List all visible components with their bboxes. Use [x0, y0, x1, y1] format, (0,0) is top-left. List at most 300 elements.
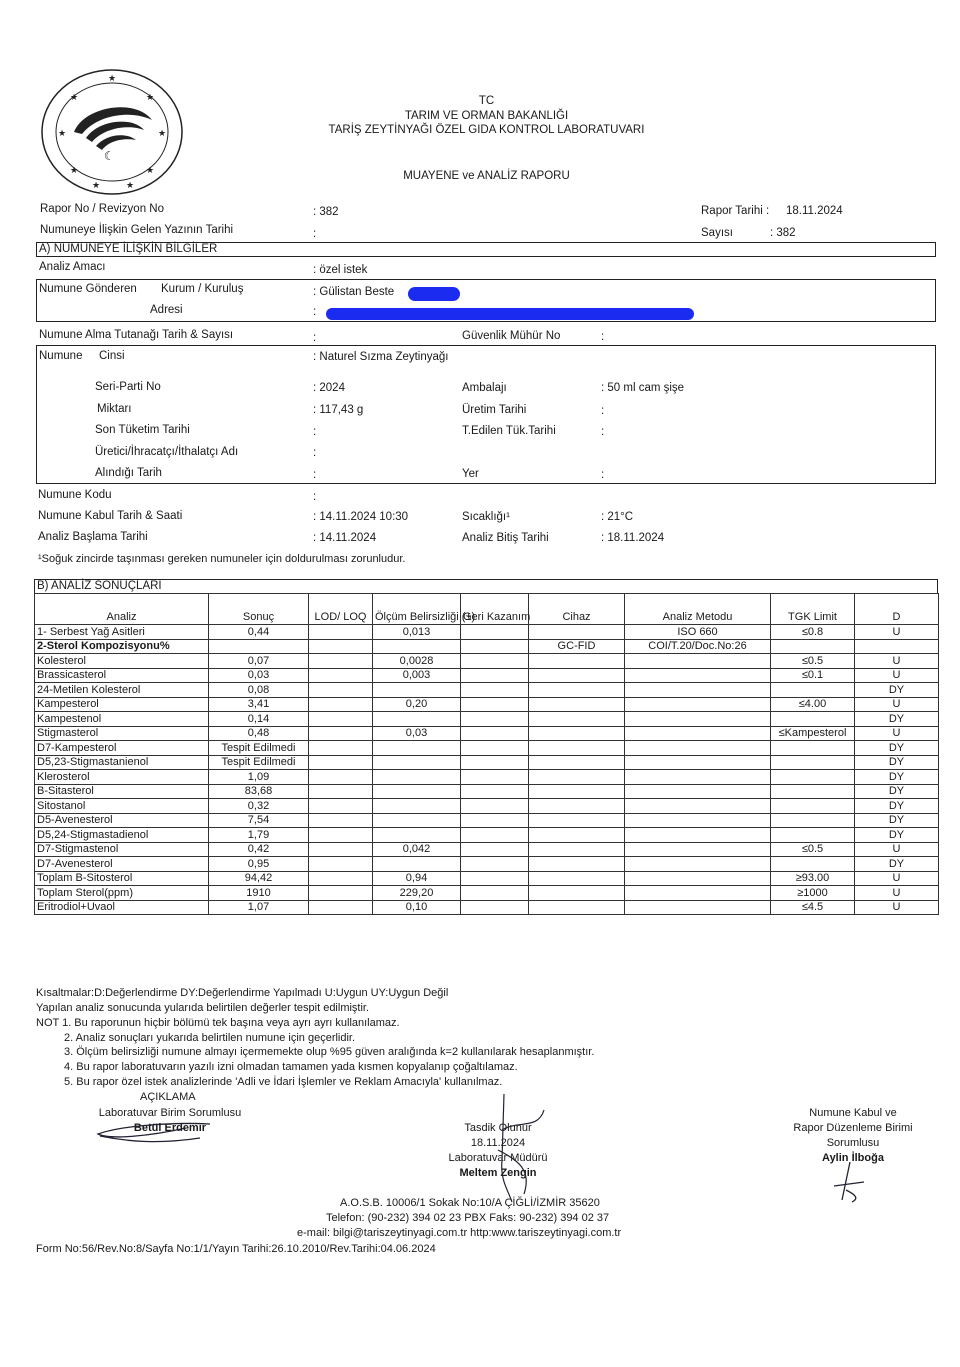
results-table [34, 593, 939, 915]
table-cell [625, 871, 771, 886]
table-cell [529, 784, 625, 799]
table-cell: Kolesterol [35, 654, 209, 669]
table-cell: 7,54 [209, 813, 309, 828]
table-cell [461, 784, 529, 799]
table-cell [625, 654, 771, 669]
table-cell: 0,0028 [373, 654, 461, 669]
adres-value: : [313, 306, 317, 318]
table-cell: ≤Kampesterol [771, 726, 855, 741]
left-signature-scribble [90, 1118, 220, 1148]
table-cell [529, 625, 625, 640]
right-title-2: Rapor Düzenleme Birimi [793, 1122, 913, 1134]
table-cell: 1- Serbest Yağ Asitleri [35, 625, 209, 640]
sayisi-value: : 382 [770, 227, 796, 239]
table-cell: ISO 660 [625, 625, 771, 640]
table-cell: D5,24-Stigmastadienol [35, 828, 209, 843]
results-header-cell: Ölçüm Belirsizliği (±) [373, 594, 461, 625]
report-title: MUAYENE ve ANALİZ RAPORU [403, 170, 570, 182]
note-4: 4. Bu rapor laboratuvarın yazılı izni olmadan tamamen yada kısmen kopyalanıp çoğaltılamaz. [64, 1061, 518, 1073]
table-cell: Toplam Sterol(ppm) [35, 886, 209, 901]
table-cell: U [855, 871, 939, 886]
table-cell [625, 726, 771, 741]
table-row [35, 770, 939, 785]
cinsi-label: Cinsi [99, 350, 125, 362]
table-cell: 24-Metilen Kolesterol [35, 683, 209, 698]
table-cell [309, 697, 373, 712]
bitis-label: Analiz Bitiş Tarihi [462, 532, 549, 544]
results-header-cell: Analiz [35, 594, 209, 625]
kurum-label: Kurum / Kuruluş [161, 283, 244, 295]
table-cell [461, 712, 529, 727]
table-cell [625, 842, 771, 857]
table-cell: DY [855, 813, 939, 828]
son-tuketim-value: : [313, 426, 317, 438]
alindigi-value: : [313, 469, 317, 481]
table-cell [529, 741, 625, 756]
table-cell [309, 770, 373, 785]
adres-label: Adresi [150, 304, 183, 316]
table-cell: DY [855, 857, 939, 872]
table-cell [461, 871, 529, 886]
table-cell: DY [855, 741, 939, 756]
results-header-cell: Analiz Metodu [625, 594, 771, 625]
table-cell [625, 886, 771, 901]
table-cell [309, 654, 373, 669]
table-cell [309, 639, 373, 654]
table-cell: 0,14 [209, 712, 309, 727]
sicaklik-value: : 21°C [601, 511, 634, 523]
table-cell [529, 654, 625, 669]
table-row [35, 726, 939, 741]
table-cell: 1,79 [209, 828, 309, 843]
results-header-row [35, 594, 939, 625]
table-cell: U [855, 886, 939, 901]
table-row [35, 828, 939, 843]
tedilen-label: T.Edilen Tük.Tarihi [462, 425, 556, 437]
uretim-value: : [601, 405, 605, 417]
table-cell [461, 697, 529, 712]
redaction-address [326, 308, 694, 320]
yer-value: : [601, 469, 605, 481]
rapor-no-value: : 382 [313, 206, 339, 218]
table-row [35, 857, 939, 872]
numune-label: Numune [39, 350, 83, 362]
table-row [35, 799, 939, 814]
table-cell [461, 668, 529, 683]
results-header-cell: Geri Kazanım [461, 594, 529, 625]
table-cell [461, 726, 529, 741]
table-cell: U [855, 697, 939, 712]
table-cell [529, 828, 625, 843]
table-row [35, 712, 939, 727]
mid-date: 18.11.2024 [470, 1137, 526, 1149]
table-cell: Kampesterol [35, 697, 209, 712]
table-cell [461, 842, 529, 857]
table-cell [309, 683, 373, 698]
gonderen-label: Numune Gönderen [39, 283, 137, 295]
table-cell [209, 639, 309, 654]
footer-address: A.O.S.B. 10006/1 Sokak No:10/A ÇİĞLİ/İZMİR 35620 [340, 1197, 600, 1209]
table-cell [373, 712, 461, 727]
table-cell: 3,41 [209, 697, 309, 712]
bitis-value: : 18.11.2024 [601, 532, 665, 544]
table-cell [771, 813, 855, 828]
yazi-tarihi-label: Numuneye İlişkin Gelen Yazının Tarihi [40, 224, 234, 236]
table-cell [771, 784, 855, 799]
miktar-value: : 117,43 g [313, 404, 364, 416]
table-cell [373, 639, 461, 654]
analiz-amaci-label: Analiz Amacı [39, 261, 106, 273]
table-cell [529, 842, 625, 857]
table-cell: DY [855, 683, 939, 698]
table-cell [529, 726, 625, 741]
table-cell [461, 770, 529, 785]
table-cell: 0,03 [373, 726, 461, 741]
table-cell: 0,94 [373, 871, 461, 886]
table-cell [461, 813, 529, 828]
table-cell [309, 828, 373, 843]
uretici-label: Üretici/İhracatçı/İthalatçı Adı [95, 446, 239, 458]
table-cell [529, 683, 625, 698]
table-cell [309, 799, 373, 814]
table-row [35, 842, 939, 857]
tutanak-value: : [313, 332, 317, 344]
table-cell [625, 741, 771, 756]
note-1: NOT 1. Bu raporunun hiçbir bölümü tek başına veya ayrı ayrı kullanılamaz. [36, 1017, 400, 1029]
table-cell [771, 712, 855, 727]
svg-text:☾: ☾ [104, 149, 115, 163]
table-cell [771, 683, 855, 698]
table-cell: U [855, 668, 939, 683]
table-cell: ≤0.5 [771, 842, 855, 857]
table-cell: Tespit Edilmedi [209, 741, 309, 756]
table-cell: U [855, 900, 939, 915]
table-cell: D7-Stigmastenol [35, 842, 209, 857]
kabul-value: : 14.11.2024 10:30 [313, 511, 409, 523]
left-signer-title: Laboratuvar Birim Sorumlusu [98, 1107, 242, 1119]
footer-form-no: Form No:56/Rev.No:8/Sayfa No:1/1/Yayın Tarihi:26.10.2010/Rev.Tarihi:04.06.2024 [36, 1243, 436, 1255]
table-row [35, 900, 939, 915]
table-cell: 0,20 [373, 697, 461, 712]
table-cell [373, 857, 461, 872]
table-row [35, 813, 939, 828]
yazi-tarihi-value: : [313, 228, 317, 240]
svg-text:★: ★ [70, 93, 79, 103]
footer-email: e-mail: bilgi@tariszeytinyagi.com.tr http:www.tariszeytinyagi.com.tr [297, 1227, 622, 1239]
note-3: 3. Ölçüm belirsizliği numune almayı içermemekte olup %95 güven aralığında k=2 kullanılarak hesaplanmıştır. [64, 1046, 595, 1058]
table-cell: 1,09 [209, 770, 309, 785]
table-cell: 0,95 [209, 857, 309, 872]
table-cell: U [855, 726, 939, 741]
table-cell [855, 639, 939, 654]
table-row [35, 886, 939, 901]
results-body [35, 625, 939, 915]
table-cell [529, 770, 625, 785]
table-cell [461, 639, 529, 654]
table-cell [461, 625, 529, 640]
table-cell: ≤4.00 [771, 697, 855, 712]
table-cell [771, 828, 855, 843]
table-row [35, 668, 939, 683]
table-cell: D7-Kampesterol [35, 741, 209, 756]
table-cell [625, 828, 771, 843]
table-cell: 83,68 [209, 784, 309, 799]
results-header-cell: TGK Limit [771, 594, 855, 625]
note-5: 5. Bu rapor özel istek analizlerinde 'Adli ve İdari İşlemler ve Reklam Amacıyla' kullanılmaz. [64, 1076, 503, 1088]
table-row [35, 654, 939, 669]
table-cell: 0,08 [209, 683, 309, 698]
abbreviations: Kısaltmalar:D:Değerlendirme DY:Değerlendirme Yapılmadı U:Uygun UY:Uygun Değil [36, 987, 449, 999]
svg-text:★: ★ [146, 166, 155, 176]
table-cell [625, 857, 771, 872]
table-row [35, 871, 939, 886]
table-cell [771, 741, 855, 756]
son-tuketim-label: Son Tüketim Tarihi [95, 424, 190, 436]
table-cell: ≤0.5 [771, 654, 855, 669]
tedilen-value: : [601, 426, 605, 438]
svg-text:★: ★ [158, 129, 167, 139]
table-cell: U [855, 654, 939, 669]
table-cell: 0,03 [209, 668, 309, 683]
table-cell [373, 683, 461, 698]
kabul-label: Numune Kabul Tarih & Saati [38, 510, 183, 522]
table-cell [461, 886, 529, 901]
table-cell: ≥93.00 [771, 871, 855, 886]
table-cell [461, 900, 529, 915]
mid-name: Meltem Zengin [459, 1167, 537, 1179]
table-cell [529, 697, 625, 712]
table-cell [309, 886, 373, 901]
footer-phone: Telefon: (90-232) 394 02 23 PBX Faks: 90-232) 394 02 37 [326, 1212, 610, 1224]
table-cell: 0,10 [373, 900, 461, 915]
table-cell [625, 784, 771, 799]
table-row [35, 741, 939, 756]
table-cell: ≤4.5 [771, 900, 855, 915]
rapor-no-label: Rapor No / Revizyon No [40, 203, 164, 215]
table-cell: Toplam B-Sitosterol [35, 871, 209, 886]
table-cell: ≥1000 [771, 886, 855, 901]
table-cell [373, 813, 461, 828]
table-cell: U [855, 842, 939, 857]
table-cell [309, 755, 373, 770]
table-cell [771, 755, 855, 770]
table-cell [373, 799, 461, 814]
table-cell: 0,32 [209, 799, 309, 814]
table-cell: ≤0.8 [771, 625, 855, 640]
note-2: 2. Analiz sonuçları yukarıda belirtilen numune için geçerlidir. [64, 1032, 356, 1044]
table-cell [625, 813, 771, 828]
note-result-line: Yapılan analiz sonucunda yularıda belirtilen değerler tespit edilmiştir. [36, 1002, 370, 1014]
table-cell: D5,23-Stigmastanienol [35, 755, 209, 770]
results-header-cell: D [855, 594, 939, 625]
tutanak-label: Numune Alma Tutanağı Tarih & Sayısı [39, 329, 234, 341]
table-cell [625, 697, 771, 712]
table-cell: D5-Avenesterol [35, 813, 209, 828]
table-cell: 1910 [209, 886, 309, 901]
table-cell [625, 799, 771, 814]
table-row [35, 639, 939, 654]
table-cell [373, 828, 461, 843]
table-cell [309, 842, 373, 857]
table-cell: Tespit Edilmedi [209, 755, 309, 770]
miktar-label: Miktarı [97, 403, 132, 415]
table-row [35, 784, 939, 799]
table-cell [529, 886, 625, 901]
table-cell: 0,44 [209, 625, 309, 640]
table-cell [461, 654, 529, 669]
table-cell [373, 770, 461, 785]
rapor-tarihi-label: Rapor Tarihi : [701, 205, 770, 217]
cinsi-value: : Naturel Sızma Zeytinyağı [313, 351, 449, 363]
table-cell: 0,003 [373, 668, 461, 683]
table-cell [529, 900, 625, 915]
ambalaj-value: : 50 ml cam şişe [601, 382, 685, 394]
middle-signature-scribble [468, 1090, 558, 1210]
svg-text:★: ★ [92, 181, 101, 191]
table-cell: B-Sitasterol [35, 784, 209, 799]
table-cell [309, 741, 373, 756]
seri-label: Seri-Parti No [95, 381, 161, 393]
table-cell [461, 683, 529, 698]
table-cell [625, 770, 771, 785]
table-cell: Eritrodiol+Uvaol [35, 900, 209, 915]
results-header-cell: Sonuç [209, 594, 309, 625]
mid-approved: Tasdik Olunur [464, 1122, 532, 1134]
table-cell: 0,42 [209, 842, 309, 857]
table-cell [771, 770, 855, 785]
table-cell [529, 712, 625, 727]
table-cell [529, 871, 625, 886]
table-cell [309, 726, 373, 741]
table-cell [529, 813, 625, 828]
right-name: Aylin İlboğa [822, 1152, 884, 1164]
table-cell: DY [855, 784, 939, 799]
table-cell [373, 784, 461, 799]
table-cell [461, 755, 529, 770]
table-cell [309, 813, 373, 828]
table-cell: Brassicasterol [35, 668, 209, 683]
table-cell: 0,48 [209, 726, 309, 741]
mid-title: Laboratuvar Müdürü [448, 1152, 548, 1164]
numune-kodu-label: Numune Kodu [38, 489, 112, 501]
sicaklik-label: Sıcaklığı¹ [462, 511, 510, 523]
table-cell [309, 871, 373, 886]
table-cell: Kampestenol [35, 712, 209, 727]
table-cell [461, 828, 529, 843]
right-title-3: Sorumlusu [826, 1137, 880, 1149]
svg-text:★: ★ [108, 74, 117, 84]
table-row [35, 625, 939, 640]
muhur-value: : [601, 331, 605, 343]
table-cell: COI/T.20/Doc.No:26 [625, 639, 771, 654]
header-tc: TC [478, 95, 495, 107]
header-ministry: TARIM VE ORMAN BAKANLIĞI [404, 110, 569, 122]
table-cell: 0,013 [373, 625, 461, 640]
table-cell [625, 668, 771, 683]
table-cell [529, 668, 625, 683]
table-cell: D7-Avenesterol [35, 857, 209, 872]
table-cell [771, 857, 855, 872]
baslama-label: Analiz Başlama Tarihi [38, 531, 148, 543]
table-cell [309, 712, 373, 727]
svg-text:★: ★ [70, 166, 79, 176]
svg-text:★: ★ [126, 181, 135, 191]
footnote: ¹Soğuk zincirde taşınması gereken numuneler için doldurulması zorunludur. [38, 553, 406, 565]
table-cell [771, 639, 855, 654]
table-row [35, 697, 939, 712]
table-cell [529, 755, 625, 770]
muhur-label: Güvenlik Mühür No [462, 330, 561, 342]
table-cell [625, 683, 771, 698]
header-laboratory: TARİŞ ZEYTİNYAĞI ÖZEL GIDA KONTROL LABORATUVARI [328, 124, 645, 136]
table-cell: DY [855, 799, 939, 814]
table-cell: Stigmasterol [35, 726, 209, 741]
yer-label: Yer [462, 468, 479, 480]
svg-text:★: ★ [58, 129, 67, 139]
table-row [35, 755, 939, 770]
table-cell: Klerosterol [35, 770, 209, 785]
table-cell [461, 799, 529, 814]
analiz-amaci-value: : özel istek [313, 264, 368, 276]
aciklama: AÇIKLAMA [140, 1091, 196, 1103]
baslama-value: : 14.11.2024 [313, 532, 377, 544]
uretim-label: Üretim Tarihi [462, 404, 527, 416]
rapor-tarihi-value: 18.11.2024 [786, 205, 843, 217]
section-b-title: B) ANALİZ SONUÇLARI [34, 579, 938, 594]
table-cell: 229,20 [373, 886, 461, 901]
table-cell: DY [855, 770, 939, 785]
table-cell: 2-Sterol Kompozisyonu% [35, 639, 209, 654]
table-cell [461, 741, 529, 756]
table-cell: 0,07 [209, 654, 309, 669]
uretici-value: : [313, 447, 317, 459]
table-cell [529, 799, 625, 814]
table-cell: DY [855, 755, 939, 770]
results-header-cell: Cihaz [529, 594, 625, 625]
table-cell [771, 799, 855, 814]
sayisi-label: Sayısı [701, 227, 733, 239]
results-header-cell: LOD/ LOQ [309, 594, 373, 625]
table-cell: ≤0.1 [771, 668, 855, 683]
table-cell [309, 625, 373, 640]
table-cell [373, 741, 461, 756]
alindigi-label: Alındığı Tarih [95, 467, 162, 479]
table-cell [309, 857, 373, 872]
seri-value: : 2024 [313, 382, 345, 394]
table-cell: 94,42 [209, 871, 309, 886]
table-cell [625, 755, 771, 770]
table-cell: 1,07 [209, 900, 309, 915]
table-row [35, 683, 939, 698]
numune-kodu-value: : [313, 491, 317, 503]
table-cell: Sitostanol [35, 799, 209, 814]
table-cell [309, 668, 373, 683]
right-signature-scribble [824, 1160, 874, 1205]
table-cell [461, 857, 529, 872]
table-cell: 0,042 [373, 842, 461, 857]
right-title-1: Numune Kabul ve [809, 1107, 897, 1119]
table-cell: DY [855, 828, 939, 843]
signature-right [778, 1106, 928, 1166]
table-cell [529, 857, 625, 872]
table-cell [625, 900, 771, 915]
table-cell [309, 900, 373, 915]
table-cell [309, 784, 373, 799]
table-cell: GC-FID [529, 639, 625, 654]
table-cell [373, 755, 461, 770]
ambalaj-label: Ambalajı [462, 382, 507, 394]
kurum-value: : Gülistan Beste [313, 286, 395, 298]
